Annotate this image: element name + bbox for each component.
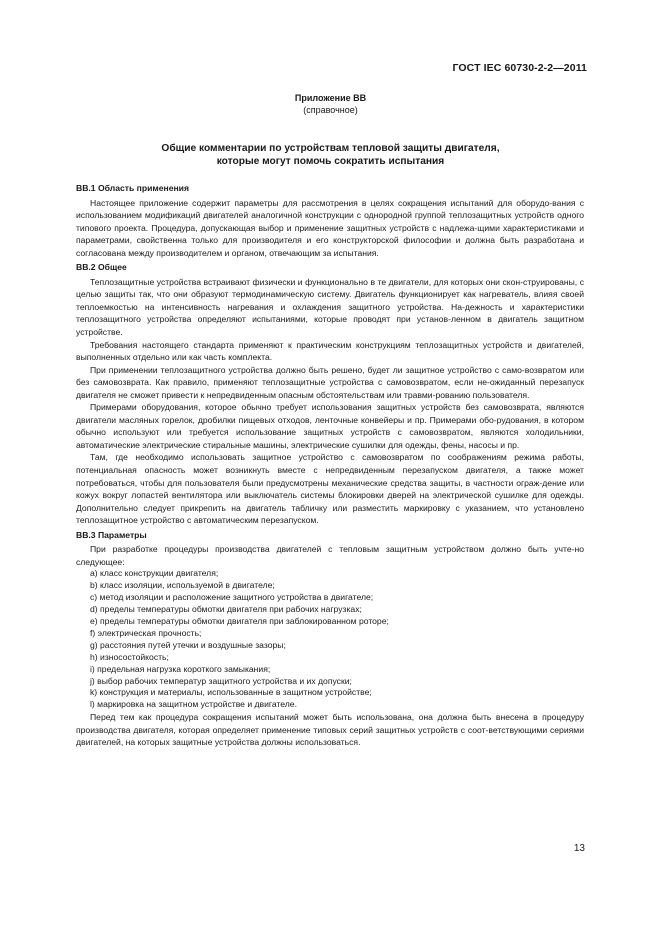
paragraph: Перед тем как процедура сокращения испытаний может быть использована, она должна быть внесена в процедуру производства двигателя, которая определяет применение типовых серий защитных устройств с соот-ветствующими сериями двигателей, на которых защитные устройства должны использоваться. — [76, 712, 584, 748]
section-heading-parameters: ВВ.3 Параметры — [76, 529, 147, 540]
annex-header — [0, 92, 661, 116]
list-item: f) электрическая прочность; — [90, 627, 202, 638]
list-item: d) пределы температуры обмотки двигателя при рабочих нагрузках; — [90, 604, 362, 615]
paragraph: При применении теплозащитного устройства должно быть решено, будет ли защитное устройство с само-возвратом или без самовозврата. Как правило, применяют теплозащитные устройства с самовозвратом, если не-ожиданный перезапуск двигателя не сможет привести к непредвиденным опасным обстоятельствам или травми-рованию пользователя. — [76, 364, 584, 400]
paragraph: Примерами оборудования, которое обычно требует использования защитных устройств без самовозврата, являются двигатели масляных горелок, дробилки пищевых отходов, ленточные конвейеры и пр. Примерами обо-рудования, в котором обычно используют или требуется использование защитных устройств с самовозвратом, являются холодильники, автоматические электрические стиральные машины, электрические сушилки для одежды, фены, насосы и пр. — [76, 402, 584, 450]
list-item: c) метод изоляции и расположение защитного устройства в двигателе; — [90, 592, 374, 603]
list-item: e) пределы температуры обмотки двигателя при заблокированном роторе; — [90, 616, 389, 627]
list-item: h) износостойкость; — [90, 651, 169, 662]
document-body — [76, 180, 584, 749]
list-item: b) класс изоляции, используемой в двигателе; — [90, 580, 275, 591]
list-item: l) маркировка на защитном устройстве и двигателе. — [90, 699, 297, 710]
standard-code: ГОСТ IEC 60730-2-2—2011 — [452, 62, 587, 74]
document-title-line-1: Общие комментарии по устройствам тепловой защиты двигателя, — [161, 143, 500, 154]
document-title-line-2: которые могут помочь сократить испытания — [216, 155, 445, 167]
list-item: k) конструкция и материалы, использованные в защитном устройстве; — [90, 687, 372, 698]
paragraph: Настоящее приложение содержит параметры для рассмотрения в целях сокращения испытаний для оборудо-вания с использованием модификаций двигателей аналогичной конструкции с однородной группой теплозащитных устройств одного типового проекта. Процедура, допускающая выбор и применение защитных устройств с надлежа-щими характеристиками и параметрами, свойственна только для производителя и его конструкторской философии и должна быть разработана и согласована между производителем и органом, отвечающим за испытания. — [76, 197, 584, 258]
paragraph: Требования настоящего стандарта применяют к практическим конструкциям теплозащитных устройств и двигателей, выполненных отдельно или как часть комплекта. — [76, 339, 584, 363]
section-heading-scope: ВВ.1 Область применения — [76, 183, 189, 193]
page-number: 13 — [573, 843, 585, 854]
paragraph: Теплозащитные устройства встраивают физически и функционально в те двигатели, для которых они скон-струированы, с целью защиты так, что они образуют термодинамическую систему. Двигатель функционирует как нагреватель, влияя своей теплоемкостью на интенсивность нагревания и охлаждения защитного устройства. На-дежность и характеристики теплозащитного устройства определяют испытаниями, которые проводят при установ-ленном в двигатель защитном устройстве. — [76, 276, 584, 338]
paragraph: Там, где необходимо использовать защитное устройство с самовозвратом по соображениям режима работы, потенциальная опасность может возникнуть вместе с непредвиденным перезапуском двигателя, а также может потребоваться, чтобы для пользователя были предусмотрены механические средства защиты, в частности ограж-дение или кожух вокруг лопастей вентилятора или выключатель системы блокировки дверей на электрической сушилке для одежды. Дополнительно следует прикрепить на двигатель табличку или разместить маркировку с указанием, что установлено теплозащитное устройство с автоматическим перезапуском. — [76, 452, 584, 526]
list-item: g) расстояния путей утечки и воздушные зазоры; — [90, 639, 286, 650]
paragraph: При разработке процедуры производства двигателей с тепловым защитным устройством должно быть учте-но следующее: — [76, 544, 584, 567]
list-item: j) выбор рабочих температур защитного устройства и их допуски; — [90, 675, 352, 686]
list-item: i) предельная нагрузка короткого замыкания; — [90, 663, 271, 674]
section-heading-general: ВВ.2 Общее — [76, 262, 127, 273]
list-item: a) класс конструкции двигателя; — [90, 568, 219, 579]
document-title — [0, 143, 661, 168]
annex-type: (справочное) — [303, 105, 358, 115]
parameter-list — [76, 568, 584, 711]
annex-title: Приложение ВВ — [294, 93, 367, 103]
